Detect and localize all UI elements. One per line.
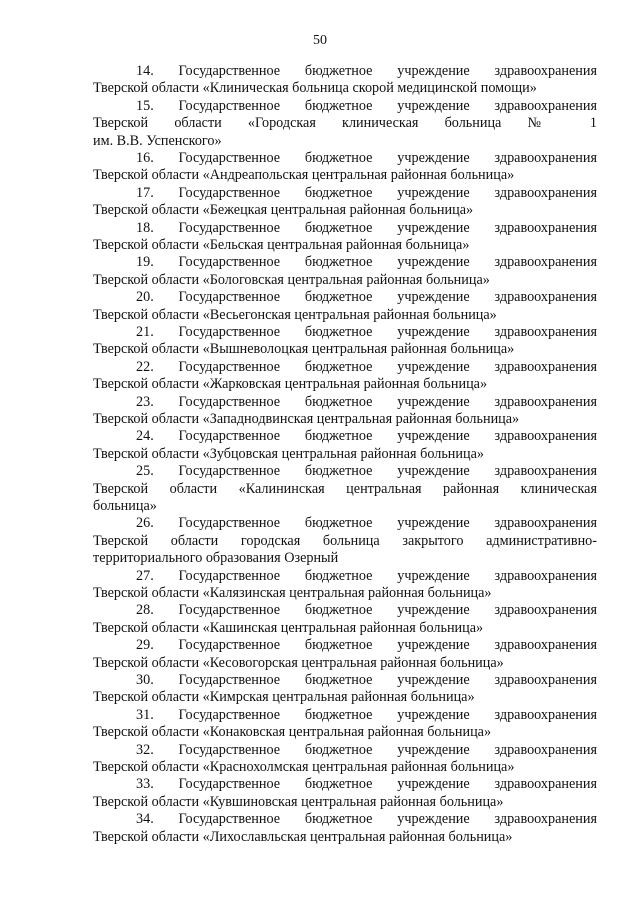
list-item-line: Тверской области «Клиническая больница скорой медицинской помощи» — [93, 80, 537, 97]
list-item — [93, 394, 597, 429]
list-item-line: Тверской области «Лихославльская центральная районная больница» — [93, 828, 513, 845]
list-item-line: Тверской области «Кувшиновская центральная районная больница» — [93, 793, 504, 810]
list-item — [93, 289, 597, 324]
list-item — [93, 776, 597, 811]
list-item-first-line: 19. Государственное бюджетное учреждение здравоохранения — [136, 254, 597, 271]
list-item — [93, 324, 597, 359]
list-item-line: Тверской области «Калининская центральная районная клиническая — [93, 480, 597, 497]
list-item — [93, 742, 597, 777]
list-item — [93, 428, 597, 463]
list-item-line: им. В.В. Успенского» — [93, 132, 222, 149]
list-item — [93, 359, 597, 394]
list-item-first-line: 30. Государственное бюджетное учреждение здравоохранения — [136, 671, 597, 688]
list-item — [93, 672, 597, 707]
list-item-line: Тверской области «Городская клиническая больница № 1 — [93, 115, 597, 132]
list-item-line: Тверской области «Жарковская центральная районная больница» — [93, 376, 488, 393]
list-item-first-line: 28. Государственное бюджетное учреждение здравоохранения — [136, 602, 597, 619]
list-item-first-line: 23. Государственное бюджетное учреждение здравоохранения — [136, 393, 597, 410]
list-item — [93, 63, 597, 98]
list-item — [93, 637, 597, 672]
list-item-first-line: 26. Государственное бюджетное учреждение здравоохранения — [136, 515, 597, 532]
list-item-line: больница» — [93, 497, 157, 514]
list-item-line: Тверской области «Бологовская центральная районная больница» — [93, 271, 490, 288]
list-item-line: Тверской области «Калязинская центральная районная больница» — [93, 584, 492, 601]
list-item-first-line: 29. Государственное бюджетное учреждение здравоохранения — [136, 637, 597, 654]
list-item-first-line: 17. Государственное бюджетное учреждение здравоохранения — [136, 184, 597, 201]
list-item-line: Тверской области «Зубцовская центральная районная больница» — [93, 445, 484, 462]
list-item-first-line: 14. Государственное бюджетное учреждение здравоохранения — [136, 63, 597, 79]
list-item — [93, 185, 597, 220]
list-item-line: Тверской области «Кимрская центральная районная больница» — [93, 689, 475, 706]
list-item-first-line: 20. Государственное бюджетное учреждение здравоохранения — [136, 289, 597, 306]
list-item-line: Тверской области «Кашинская центральная районная больница» — [93, 619, 484, 636]
list-item — [93, 150, 597, 185]
list-item-first-line: 21. Государственное бюджетное учреждение здравоохранения — [136, 323, 597, 340]
list-item-first-line: 33. Государственное бюджетное учреждение здравоохранения — [136, 776, 597, 793]
list-item-line: Тверской области «Кесовогорская центральная районная больница» — [93, 654, 504, 671]
list-item-line: Тверской области «Андреапольская центральная районная больница» — [93, 167, 515, 184]
list-item-first-line: 22. Государственное бюджетное учреждение здравоохранения — [136, 358, 597, 375]
list-item — [93, 254, 597, 289]
list-item — [93, 707, 597, 742]
list-item-line: Тверской области «Западнодвинская центральная районная больница» — [93, 410, 520, 427]
list-item-first-line: 25. Государственное бюджетное учреждение здравоохранения — [136, 463, 597, 480]
list-item — [93, 220, 597, 255]
list-item-first-line: 16. Государственное бюджетное учреждение здравоохранения — [136, 149, 597, 166]
list-item — [93, 515, 597, 567]
list-item-first-line: 18. Государственное бюджетное учреждение здравоохранения — [136, 219, 597, 236]
list-item-line: Тверской области «Бежецкая центральная районная больница» — [93, 202, 474, 219]
list-item-first-line: 27. Государственное бюджетное учреждение здравоохранения — [136, 567, 597, 584]
list-item-first-line: 32. Государственное бюджетное учреждение здравоохранения — [136, 741, 597, 758]
document-body — [93, 63, 597, 846]
list-item-line: Тверской области городская больница закрытого административно- — [93, 532, 597, 549]
list-item-line: Тверской области «Краснохолмская центральная районная больница» — [93, 758, 515, 775]
list-item — [93, 602, 597, 637]
list-item-line: Тверской области «Бельская центральная районная больница» — [93, 236, 470, 253]
list-item-first-line: 24. Государственное бюджетное учреждение здравоохранения — [136, 428, 597, 445]
list-item — [93, 98, 597, 150]
list-item — [93, 463, 597, 515]
list-item-first-line: 15. Государственное бюджетное учреждение здравоохранения — [136, 97, 597, 114]
page-number: 50 — [313, 33, 327, 48]
list-item-line: территориального образования Озерный — [93, 550, 339, 567]
list-item-line: Тверской области «Конаковская центральная районная больница» — [93, 724, 492, 741]
list-item-line: Тверской области «Весьегонская центральная районная больница» — [93, 306, 497, 323]
list-item-first-line: 34. Государственное бюджетное учреждение здравоохранения — [136, 811, 597, 828]
list-item-line: Тверской области «Вышневолоцкая центральная районная больница» — [93, 341, 515, 358]
list-item-first-line: 31. Государственное бюджетное учреждение здравоохранения — [136, 706, 597, 723]
list-item — [93, 568, 597, 603]
list-item — [93, 811, 597, 846]
